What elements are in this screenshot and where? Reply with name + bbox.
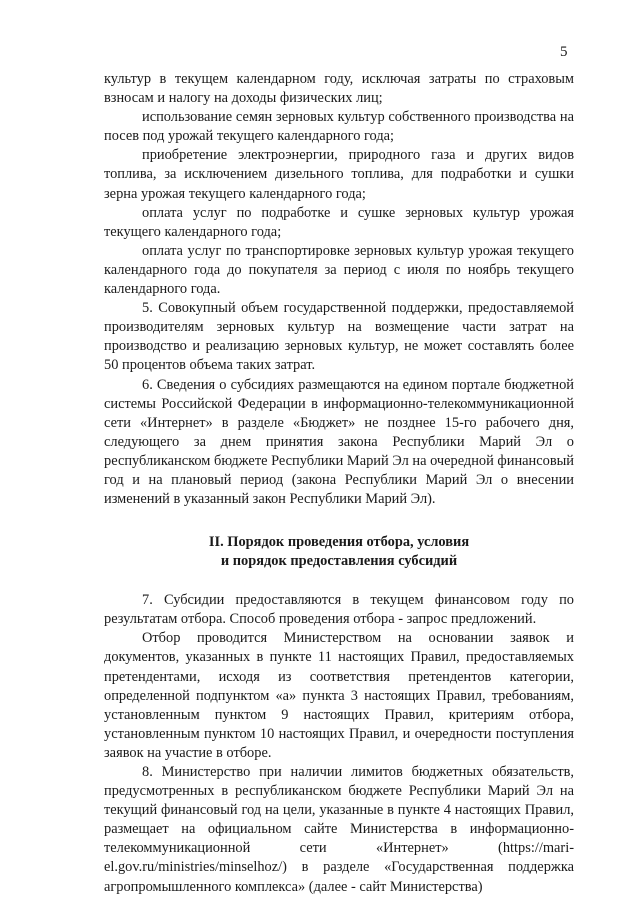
paragraph-item-8: 8. Министерство при наличии лимитов бюджетных обязательств, предусмотренных в республиканском бюджете Республики Марий Эл на текущий финансовый год на цели, указанные в пункте 4 настоящих Правил, размещает на официальном сайте Министерства в информационно-телекоммуникационной сети «Интернет» (https://mari-el.gov.ru/ministries/minselhoz/) в разделе «Государственная поддержка агропромышленного комплекса» (далее - сайт Министерства)	[104, 764, 574, 895]
paragraph: оплата услуг по подработке и сушке зерновых культур урожая текущего календарного года;	[104, 204, 574, 240]
paragraph-item-5: 5. Совокупный объем государственной поддержки, предоставляемой производителям зерновых культур на возмещение части затрат на производство и реализацию зерновых культур, не может составлять более 50 процентов объема таких затрат.	[104, 300, 574, 374]
document-body	[104, 70, 574, 897]
paragraph: оплата услуг по транспортировке зерновых культур урожая текущего календарного года до покупателя за период с июля по ноябрь текущего календарного года.	[104, 242, 574, 298]
section-title-line-2: и порядок предоставления субсидий	[220, 553, 458, 570]
page-number: 5	[560, 44, 568, 60]
paragraph: Отбор проводится Министерством на основании заявок и документов, указанных в пункте 11 настоящих Правил, предоставляемых претендентами, исходя из соответствия претендентов категории, определенной подпунктом «а» пункта 3 настоящих Правил, требованиям, установленным пунктом 9 настоящих Правил, критериям отбора, установленным пунктом 10 настоящих Правил, и очередности поступления заявок на участие в отборе.	[104, 630, 574, 761]
section-title	[104, 533, 574, 571]
paragraph: культур в текущем календарном году, исключая затраты по страховым взносам и налогу на доходы физических лиц;	[104, 71, 574, 107]
section-title-line-1: II. Порядок проведения отбора, условия	[208, 534, 470, 551]
paragraph-item-7: 7. Субсидии предоставляются в текущем финансовом году по результатам отбора. Способ проведения отбора - запрос предложений.	[104, 592, 574, 628]
paragraph: приобретение электроэнергии, природного газа и других видов топлива, за исключением дизельного топлива, для подработки и сушки зерна урожая текущего календарного года;	[104, 147, 574, 202]
paragraph: использование семян зерновых культур собственного производства на посев под урожай текущего календарного года;	[104, 109, 574, 145]
paragraph-item-6: 6. Сведения о субсидиях размещаются на едином портале бюджетной системы Российской Федерации в информационно-телекоммуникационной сети «Интернет» в разделе «Бюджет» не позднее 15-го рабочего дня, следующего за днем принятия закона Республики Марий Эл о республиканском бюджете Республики Марий Эл на очередной финансовый год и на плановый период (закона Республики Марий Эл о внесении изменений в указанный закон Республики Марий Эл).	[104, 376, 574, 508]
